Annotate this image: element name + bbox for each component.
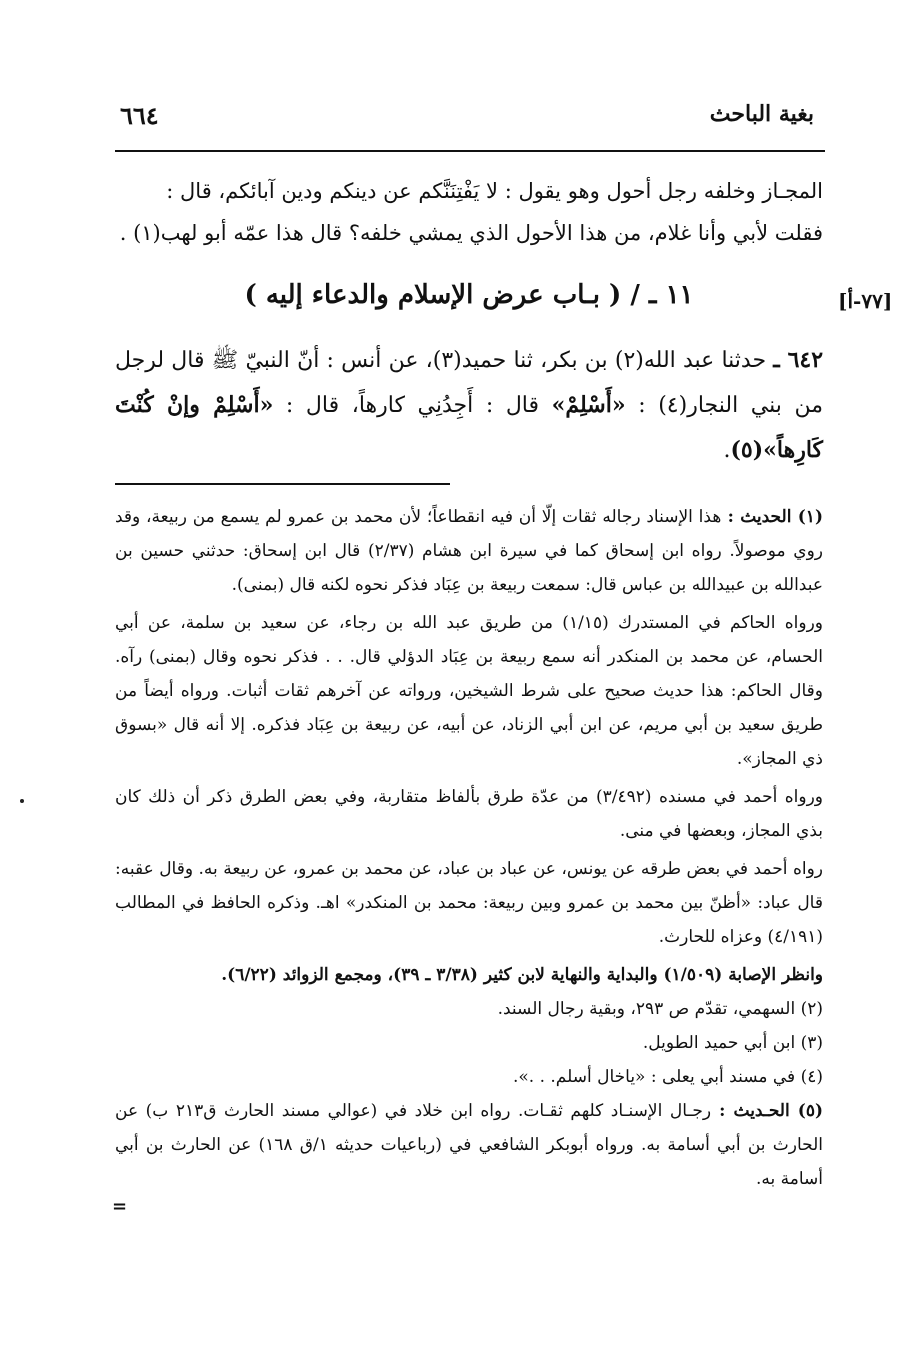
footnote-1-text: هذا الإسناد رجاله ثقات إلّا أن فيه انقطاعاً؛ لأن محمد بن عمرو لم يسمع من ربيعة، وقد روي موصولاً. رواه ابن إسحاق كما في سيرة ابن هشام (٢/٣٧) قال ابن إسحاق: حدثني حسين بن عبدالله بن عبيدالله بن عباس قال: سمعت ربيعة بن عِبَاد فذكر نحوه لكنه قال (بمنى). — [115, 507, 823, 595]
footnote-5 — [115, 1094, 823, 1196]
chapter-heading: ١١ ـ / ( بـاب عرض الإسلام والدعاء إليه ) — [244, 280, 694, 310]
footnote-4: (٤) في مسند أبي يعلى : «ياخال أسلم. . .». — [512, 1067, 823, 1087]
footnotes — [115, 500, 823, 1196]
hadith-text-e: . — [723, 438, 731, 463]
hadith-quote-2: «أَسْلِمْ وإنْ كُنْتَ كَارِهاً»(٥) — [115, 392, 823, 463]
footnote-1-para-2: ورواه الحاكم في المستدرك (١/١٥) من طريق عبد الله بن رجاء، عن سعيد بن سلمة، عن أبي الحسام، عن محمد بن المنكدر أنه سمع ربيعة بن عِبَاد الدؤلي قال. . . فذكر نحوه وقال (بمنى) رآه. وقال الحاكم: هذا حديث صحيح على شرط الشيخين، ورواته عن آخرهم ثقات أثبات. ورواه أيضاً من طريق سعيد بن أبي مريم، عن ابن أبي الزناد، عن أبيه، عن ربيعة بن عِبَاد فذكره. إلا أنه قال «بسوق ذي المجاز». — [115, 613, 823, 769]
header-rule — [115, 150, 825, 152]
footnote-5-label: (٥) الحـديث : — [711, 1101, 823, 1121]
hadith-text-a: حدثنا عبد الله(٢) بن بكر، ثنا حميد(٣)، عن أنس : أنّ النبيّ ﷺ قال لرجل من بني النجار(٤) : — [115, 348, 823, 418]
footnote-rule — [115, 483, 450, 485]
hadith-number: ٦٤٢ ـ — [773, 347, 824, 373]
footnote-3: (٣) ابن أبي حميد الطويل. — [642, 1033, 823, 1053]
footnote-2: (٢) السهمي، تقدّم ص ٢٩٣، وبقية رجال السند. — [497, 999, 823, 1019]
hadith-quote-1: «أَسْلِمْ» — [551, 392, 626, 418]
footnote-1-para-3: ورواه أحمد في مسنده (٣/٤٩٢) من عدّة طرق بألفاظ متقاربة، وفي بعض الطرق ذكر أن ذلك كان بذي المجاز، وبعضها في منى. — [115, 787, 823, 841]
running-title: بغية الباحث — [709, 101, 814, 127]
footnote-1-para-5: وانظر الإصابة (١/٥٠٩) والبداية والنهاية لابن كثير (٣/٣٨ ـ ٣٩)، ومجمع الزوائد (٦/٢٢). — [221, 965, 823, 985]
footnote-1 — [115, 500, 823, 602]
scan-speck — [20, 799, 24, 803]
page-number: ٦٦٤ — [120, 101, 159, 130]
hadith-642 — [115, 338, 823, 473]
margin-folio-reference: [٧٧-أ] — [838, 289, 893, 313]
footnote-1-label: (١) الحديث : — [721, 507, 823, 527]
intro-text — [115, 170, 823, 254]
footnote-1-para-4: رواه أحمد في بعض طرقه عن يونس، عن عباد بن عباد، عن محمد بن عمرو، عن ربيعة به. وقال عقبه: قال عباد: «أظنّ بين محمد بن عمرو وبين ربيعة: محمد بن المنكدر» اهـ. وذكره الحافظ في المطالب (٤/١٩١) وعزاه للحارث. — [115, 859, 823, 947]
hadith-text-c: قال : أَجِدُنِي كارهاً، قال : — [273, 393, 552, 418]
continuation-mark: = — [112, 1196, 128, 1217]
intro-line-2: فقلت لأبي وأنا غلام، من هذا الأحول الذي يمشي خلفه؟ قال هذا عمّه أبو لهب(١) . — [119, 221, 823, 245]
footnote-5-text: رجـال الإسنـاد كلهم ثقـات. رواه ابن خلاد في (عوالي مسند الحارث ق٢١٣ ب) عن الحارث بن أبي أسامة به. ورواه أبوبكر الشافعي في (رباعيات حديثه ١/ق ١٦٨) عن الحارث بن أبي أسامة به. — [115, 1101, 824, 1189]
intro-line-1: المجـاز وخلفه رجل أحول وهو يقول : لا يَفْتِنَنَّكم عن دينكم ودين آبائكم، قال : — [166, 179, 823, 203]
